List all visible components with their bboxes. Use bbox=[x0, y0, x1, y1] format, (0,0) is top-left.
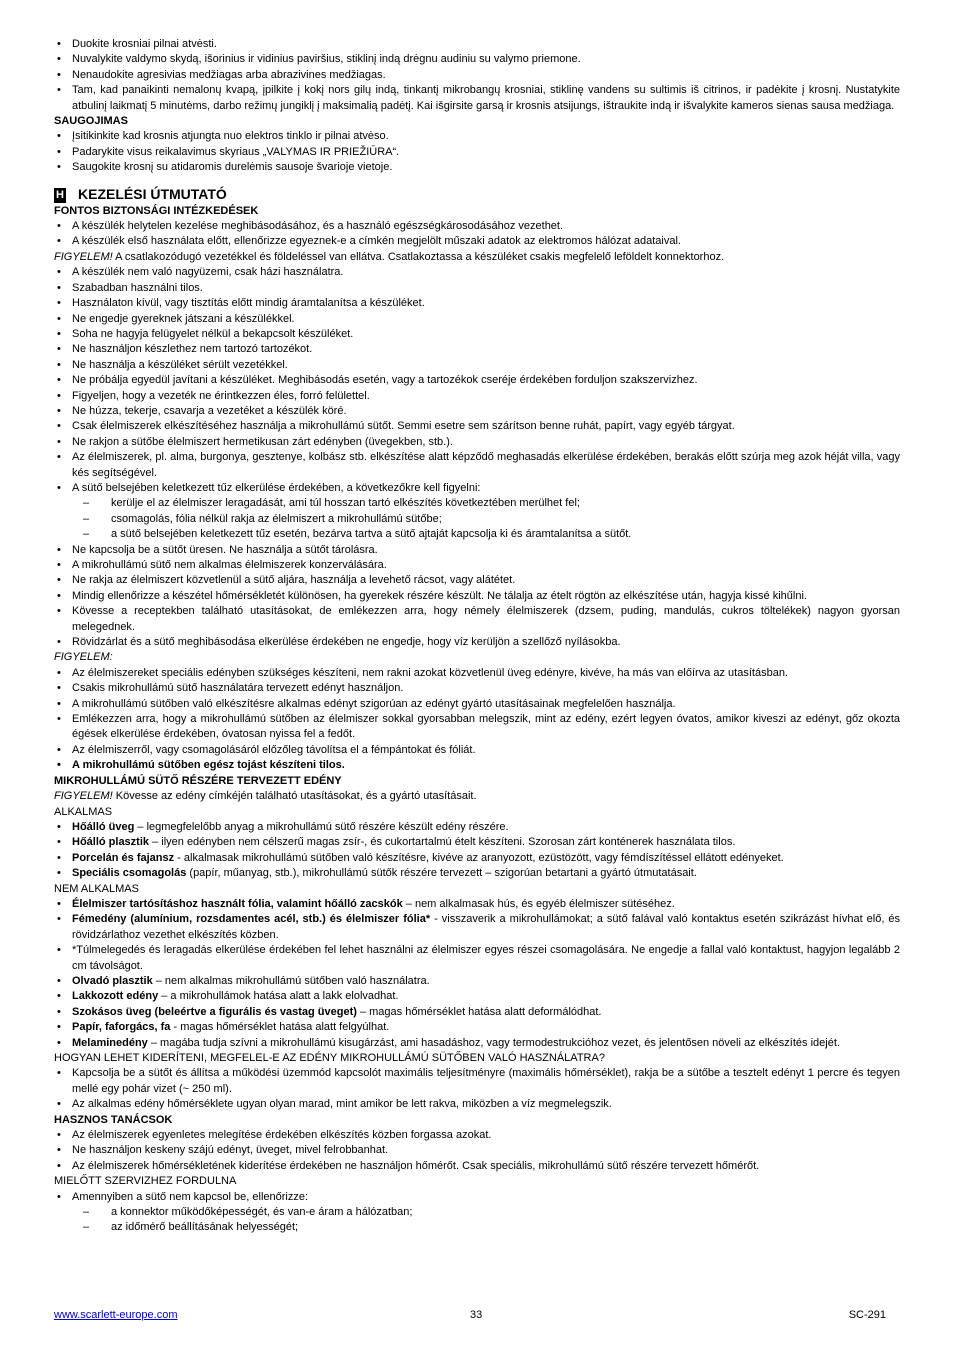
list-item: • Ne rakjon a sütőbe élelmiszert hermetikusan zárt edényben (üvegekben, stb.). bbox=[54, 435, 900, 450]
list-item: • Mindig ellenőrizze a készétel hőmérsékletét különösen, ha gyerekek részére készült. Ne tálalja az ételt rögtön az elkészítése után, hagyja kissé kihűlni. bbox=[54, 589, 900, 604]
language-badge: H bbox=[54, 188, 66, 203]
list-item bbox=[54, 897, 900, 912]
document-body bbox=[54, 37, 900, 1236]
page-number: 33 bbox=[470, 1309, 483, 1321]
item-term: Fémedény (alumínium, rozsdamentes acél, stb.) és élelmiszer fólia* bbox=[72, 913, 431, 926]
dash-item: – kerülje el az élelmiszer leragadását, ami túl hosszan tartó elkészítés következtében merülhet fel; bbox=[54, 496, 900, 511]
list-item bbox=[54, 1020, 900, 1035]
item-desc: - magas hőmérséklet hatása alatt felgyúlhat. bbox=[170, 1021, 390, 1034]
list-item bbox=[54, 943, 900, 974]
list-item: • Rövidzárlat és a sütő meghibásodása elkerülése érdekében ne engedje, hogy víz kerüljön a szellőző nyílásokba. bbox=[54, 635, 900, 650]
list-item: • Padarykite visus reikalavimus skyriaus „VALYMAS IR PRIEŽIŪRA“. bbox=[54, 145, 900, 160]
page-title: KEZELÉSI ÚTMUTATÓ bbox=[78, 186, 227, 203]
list-item: • A készülék helytelen kezelése meghibásodásához, és a használó egészségkárosodásához vezethet. bbox=[54, 219, 900, 234]
warning-text: A csatlakozódugó vezetékkel és földeléssel van ellátva. Csatlakoztassa a készüléket csakis megfelelő leföldelt konnektorhoz. bbox=[112, 250, 725, 263]
list-item bbox=[54, 1005, 900, 1020]
list-item: • Ne használjon készlethez nem tartozó tartozékot. bbox=[54, 342, 900, 357]
list-item: • A mikrohullámú sütő nem alkalmas élelmiszerek konzerválására. bbox=[54, 558, 900, 573]
list-item: • Tam, kad panaikinti nemalonų kvapą, įpilkite į kokį nors gilų indą, tinkantį mikrobangų krosniai, stiklinę vandens su sultimis iš citrinos, ir padėkite į krosnį. Nustatykite atbulinį laikmatį 5 minutėms, darbo režimų jungiklį į maksimalią padėtį. Kai išgirsite garsą ir krosnis atsijungs, ištraukite indą ir išvalykite kameros sienas sausa medžiaga. bbox=[54, 83, 900, 114]
model-number: SC-291 bbox=[848, 1309, 886, 1321]
list-item-bold: • A mikrohullámú sütőben egész tojást készíteni tilos. bbox=[54, 758, 900, 773]
item-term: Élelmiszer tartósításhoz használt fólia, valamint hőálló zacskók bbox=[72, 897, 403, 910]
list-item bbox=[54, 820, 900, 835]
item-term: Speciális csomagolás bbox=[72, 867, 187, 880]
item-term: Papír, faforgács, fa bbox=[72, 1021, 171, 1034]
list-item: • Saugokite krosnį su atidaromis durelėmis sausoje švarioje vietoje. bbox=[54, 160, 900, 175]
page-footer bbox=[54, 1307, 900, 1323]
list-item: • Nenaudokite agresivias medžiagas arba abrazivines medžiagas. bbox=[54, 68, 900, 83]
list-item: • Az élelmiszerek hőmérsékletének kiderítése érdekében ne használjon hőmérőt. Csak speciális, mikrohullámú sütő részére tervezett hőmérőt. bbox=[54, 1159, 900, 1174]
list-item: • Ne használjon keskeny szájú edényt, üveget, mivel felrobbanhat. bbox=[54, 1143, 900, 1158]
item-desc: – legmegfelelőbb anyag a mikrohullámú sütő részére készült edény részére. bbox=[134, 820, 509, 833]
list-item: • Csak élelmiszerek elkészítéséhez használja a mikrohullámú sütőt. Semmi esetre sem szárítson benne ruhát, papírt, vagy egyéb tárgyat. bbox=[54, 419, 900, 434]
warning-label: FIGYELEM! bbox=[54, 790, 113, 803]
item-term: Lakkozott edény bbox=[72, 990, 159, 1003]
list-item bbox=[54, 835, 900, 850]
list-item: • Az élelmiszerek, pl. alma, burgonya, gesztenye, kolbász stb. elkészítése alatt képződő meghasadás elkerülése érdekében, berakás előtt szúrja meg azok héját villa, vagy kés segítségével. bbox=[54, 450, 900, 481]
list-item: • Figyeljen, hogy a vezeték ne érintkezzen éles, forró felülettel. bbox=[54, 389, 900, 404]
warning-text: Kövesse az edény címkéjén található utasításokat, és a gyártó utasításait. bbox=[112, 790, 477, 803]
dash-item: – a konnektor működőképességét, és van-e áram a hálózatban; bbox=[54, 1205, 900, 1220]
subheading-suitable: ALKALMAS bbox=[54, 805, 113, 818]
safety-list-b bbox=[54, 265, 900, 650]
item-desc: – magas hőmérséklet hatása alatt deformálódhat. bbox=[356, 1005, 602, 1018]
item-term: Hőálló üveg bbox=[72, 820, 135, 833]
list-item bbox=[54, 851, 900, 866]
tips-list bbox=[54, 1128, 900, 1174]
item-desc: – magába tudja szívni a mikrohullámú kisugárzást, ami hasadáshoz, vagy termodestrukcióhoz vezet, és jelentősen növeli az elkészítés idejét. bbox=[147, 1036, 840, 1049]
list-item: • Használaton kívül, vagy tisztítás előtt mindig áramtalanítsa a készüléket. bbox=[54, 296, 900, 311]
warning-label: FIGYELEM! bbox=[54, 250, 113, 263]
list-item: • A mikrohullámú sütőben való elkészítésre alkalmas edényt szigorúan az edényt gyártó utasításainak megfelelően használja. bbox=[54, 697, 900, 712]
list-item: • Az alkalmas edény hőmérséklete ugyan olyan marad, mint amikor be lett rakva, miközben a víz megmelegszik. bbox=[54, 1097, 900, 1112]
safety-list-a bbox=[54, 219, 900, 250]
item-desc: – nem alkalmas mikrohullámú sütőben való használatra. bbox=[152, 974, 430, 987]
section-heading-storage: SAUGOJIMAS bbox=[54, 115, 128, 128]
section-heading-tips: HASZNOS TANÁCSOK bbox=[54, 1113, 173, 1126]
item-term: Porcelán és fajansz bbox=[72, 851, 175, 864]
section-heading-safety: FONTOS BIZTONSÁGI INTÉZKEDÉSEK bbox=[54, 204, 259, 217]
service-list bbox=[54, 1190, 900, 1236]
list-item: • A készülék nem való nagyüzemi, csak házi használatra. bbox=[54, 265, 900, 280]
list-item: • Az élelmiszerről, vagy csomagolásáról előzőleg távolítsa el a fémpántokat és fóliát. bbox=[54, 743, 900, 758]
item-term: Szokásos üveg (beleértve a figurális és vastag üveget) bbox=[72, 1005, 357, 1018]
subheading-unsuitable: NEM ALKALMAS bbox=[54, 882, 139, 895]
section-heading-cookware: MIKROHULLÁMÚ SÜTŐ RÉSZÉRE TERVEZETT EDÉNY bbox=[54, 774, 342, 787]
item-desc: *Túlmelegedés és leragadás elkerülése érdekében fel lehet használni az élelmiszer egyes részei csomagolására. Ne engedje a fallal való kontaktust, hagyjon legalább 2 cm távolságot. bbox=[72, 944, 900, 972]
cookware-warning bbox=[54, 789, 900, 804]
list-item: • Ne engedje gyereknek játszani a készülékkel. bbox=[54, 312, 900, 327]
item-term: Hőálló plasztik bbox=[72, 836, 150, 849]
list-item: • A sütő belsejében keletkezett tűz elkerülése érdekében, a következőkre kell figyelni: bbox=[54, 481, 900, 496]
list-item: • Soha ne hagyja felügyelet nélkül a bekapcsolt készüléket. bbox=[54, 327, 900, 342]
subheading-test: HOGYAN LEHET KIDERÍTENI, MEGFELEL-E AZ EDÉNY MIKROHULLÁMÚ SÜTŐBEN VALÓ HASZNÁLATRA? bbox=[54, 1052, 605, 1064]
lt-storage-list bbox=[54, 129, 900, 175]
list-item: • Kapcsolja be a sütőt és állítsa a működési üzemmód kapcsolót maximális teljesítményre (maximális hőmérséklet), rakja be a sütőbe a tesztelt edényt 1 percre és tegyen mellé egy pohár vizet (~ 250 ml). bbox=[54, 1066, 900, 1097]
list-item: • Įsitikinkite kad krosnis atjungta nuo elektros tinklo ir pilnai atvėso. bbox=[54, 129, 900, 144]
list-item bbox=[54, 1036, 900, 1051]
website-link[interactable]: www.scarlett-europe.com bbox=[54, 1309, 178, 1321]
item-desc: - alkalmasak mikrohullámú sütőben való készítésre, kivéve az aranyozott, ezüstözött, vagy fémdíszítéssel ellátott edényeket. bbox=[174, 851, 784, 864]
lt-cleaning-list bbox=[54, 37, 900, 114]
item-desc: – nem alkalmasak hús, és egyéb élelmiszer sütéséhez. bbox=[402, 897, 675, 910]
safety-list-d bbox=[54, 666, 900, 774]
list-item: • Csakis mikrohullámú sütő használatára tervezett edényt használjon. bbox=[54, 681, 900, 696]
list-item: • A készülék első használata előtt, ellenőrizze egyeznek-e a címkén megjelölt műszaki adatok az elektromos hálózat adataival. bbox=[54, 234, 900, 249]
list-item bbox=[54, 912, 900, 943]
test-list bbox=[54, 1066, 900, 1112]
dash-item: – az időmérő beállításának helyességét; bbox=[54, 1220, 900, 1235]
item-desc: – a mikrohullámok hatása alatt a lakk elolvadhat. bbox=[158, 990, 399, 1003]
list-item bbox=[54, 989, 900, 1004]
list-item: • Szabadban használni tilos. bbox=[54, 281, 900, 296]
list-item: • Duokite krosniai pilnai atvėsti. bbox=[54, 37, 900, 52]
list-item: • Ne használja a készüléket sérült vezetékkel. bbox=[54, 358, 900, 373]
list-item: • Ne kapcsolja be a sütőt üresen. Ne használja a sütőt tárolásra. bbox=[54, 543, 900, 558]
list-item: • Ne húzza, tekerje, csavarja a vezetéket a készülék köré. bbox=[54, 404, 900, 419]
dash-item: – a sütő belsejében keletkezett tűz esetén, bezárva tartva a sütő ajtaját kapcsolja ki és áramtalanítsa a sütőt. bbox=[54, 527, 900, 542]
list-item: • Az élelmiszereket speciális edényben szükséges készíteni, nem rakni azokat közvetlenül üveg edényre, kivéve, ha más van előírva az utasításban. bbox=[54, 666, 900, 681]
warning-paragraph bbox=[54, 250, 900, 265]
subheading-service: MIELŐTT SZERVIZHEZ FORDULNA bbox=[54, 1175, 237, 1188]
list-item bbox=[54, 866, 900, 881]
list-item: • Kövesse a receptekben található utasításokat, de emlékezzen arra, hogy némely élelmiszerek (dzsem, puding, mandulás, cukros töltelékek) nagyon gyorsan melegednek. bbox=[54, 604, 900, 635]
unsuitable-list bbox=[54, 897, 900, 1051]
hu-title-row bbox=[54, 187, 900, 204]
dash-item: – csomagolás, fólia nélkül rakja az élelmiszert a mikrohullámú sütőbe; bbox=[54, 512, 900, 527]
suitable-list bbox=[54, 820, 900, 882]
item-desc: – ilyen edényben nem célszerű magas zsír-, és cukortartalmú ételt készíteni. Szorosan zárt konténerek használata tilos. bbox=[149, 836, 736, 849]
warning-label-2: FIGYELEM: bbox=[54, 651, 113, 664]
list-item: • Ne próbálja egyedül javítani a készüléket. Meghibásodás esetén, vagy a tartozékok cseréje érdekében forduljon szakszervizhez. bbox=[54, 373, 900, 388]
item-term: Melaminedény bbox=[72, 1036, 148, 1049]
list-item: • Amennyiben a sütő nem kapcsol be, ellenőrizze: bbox=[54, 1190, 900, 1205]
list-item: • Nuvalykite valdymo skydą, išorinius ir vidinius paviršius, stiklinį indą drėgnu audiniu su valymo priemone. bbox=[54, 52, 900, 67]
list-item: • Az élelmiszerek egyenletes melegítése érdekében elkészítés közben forgassa azokat. bbox=[54, 1128, 900, 1143]
item-desc: (papír, műanyag, stb.), mikrohullámú sütők részére tervezett – szigorúan betartani a gyártó útmutatásait. bbox=[186, 867, 697, 880]
item-desc: - visszaverik a mikrohullámokat; a sütő falával való kontaktus esetén szikrázást hívhat elő, és rövidzárlathoz vezethet elkészítés közben. bbox=[72, 913, 900, 941]
item-term: Olvadó plasztik bbox=[72, 974, 153, 987]
list-item: • Emlékezzen arra, hogy a mikrohullámú sütőben az élelmiszer sokkal gyorsabban melegszik, mint az edény, ezért legyen óvatos, amikor kiveszi az edényt, gőz okozta égések elkerülése érdekében, óvatosan nyissa fel a fedőt. bbox=[54, 712, 900, 743]
list-item bbox=[54, 974, 900, 989]
list-item: • Ne rakja az élelmiszert közvetlenül a sütő aljára, használja a levehető rácsot, vagy alátétet. bbox=[54, 573, 900, 588]
